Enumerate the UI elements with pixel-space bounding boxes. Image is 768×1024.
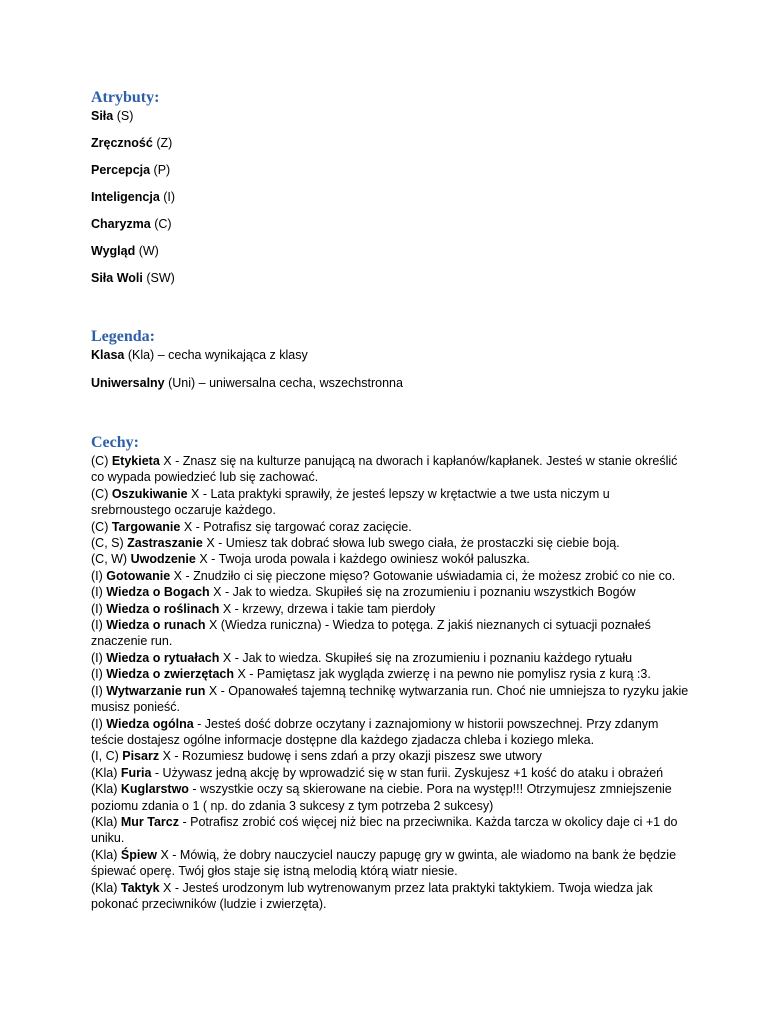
trait-desc: X - Znasz się na kulturze panującą na dworach i kapłanów/kapłanek. Jesteś w stanie określić co wypada powiedzieć lub się zachować.: [91, 454, 678, 485]
legend-name: Uniwersalny: [91, 376, 165, 390]
trait-item: [91, 535, 691, 551]
document-page: [91, 88, 691, 912]
trait-name: Furia: [120, 765, 152, 780]
trait-item: [91, 683, 691, 716]
trait-prefix: (I): [91, 650, 107, 665]
attribute-abbr: (S): [113, 109, 134, 123]
trait-desc: - Jesteś dość dobrze oczytany i zaznajomiony w historii powszechnej. Przy zdanym teście dostajesz ogólne informacje dostępne dla każdego zjadacza chleba i koziego mleka.: [91, 716, 659, 747]
trait-prefix: (Kla): [91, 814, 121, 829]
trait-item: [91, 847, 691, 880]
trait-name: Wiedza o rytuałach: [106, 650, 220, 665]
trait-prefix: (Kla): [91, 765, 121, 780]
trait-name: Oszukiwanie: [111, 486, 188, 501]
trait-item: [91, 650, 691, 666]
legend-heading: Legenda:: [91, 328, 155, 345]
traits-list: [91, 453, 691, 912]
trait-desc: X - Jak to wiedza. Skupiłeś się na zrozumieniu i poznaniu każdego rytuału: [219, 650, 633, 665]
trait-name: Wiedza ogólna: [106, 716, 194, 731]
trait-item: [91, 666, 691, 682]
attribute-abbr: (P): [150, 163, 171, 177]
attribute-abbr: (I): [159, 190, 176, 204]
attribute-item: [91, 189, 691, 205]
trait-desc: X - Jesteś urodzonym lub wytrenowanym przez lata praktyki taktykiem. Twoja wiedza jak pokonać przeciwników (ludzie i zwierzęta).: [91, 880, 653, 911]
trait-desc: X - Mówią, że dobry nauczyciel nauczy papugę gry w gwinta, ale wiadomo na bank że będzie śpiewać operę. Twój głos staje się istną melodią którą wiatr niesie.: [91, 847, 677, 879]
trait-prefix: (I, C): [91, 749, 123, 764]
trait-desc: - Używasz jedną akcję by wprowadzić się w stan furii. Zyskujesz +1 kość do ataku i obrażeń: [151, 765, 664, 780]
trait-desc: X - Umiesz tak dobrać słowa lub swego ciała, że prostaczki się ciebie boją.: [202, 536, 620, 551]
trait-item: [91, 814, 691, 847]
trait-item: [91, 617, 691, 650]
traits-heading: Cechy:: [91, 434, 139, 451]
trait-desc: X - Znudziło ci się pieczone mięso? Gotowanie uświadamia ci, że możesz zrobić co nie co.: [170, 568, 676, 583]
attribute-name: Siła: [91, 109, 114, 123]
trait-prefix: (I): [91, 618, 107, 633]
trait-name: Targowanie: [111, 519, 181, 534]
attribute-item: [91, 162, 691, 178]
trait-prefix: (I): [91, 716, 107, 731]
trait-desc: - Potrafisz zrobić coś więcej niż biec na przeciwnika. Każda tarcza w okolicy daje ci +1 do uniku.: [91, 814, 678, 846]
trait-name: Pisarz: [122, 749, 160, 764]
trait-item: [91, 486, 691, 519]
trait-item: [91, 601, 691, 617]
attribute-abbr: (W): [135, 244, 159, 258]
trait-prefix: (I): [91, 667, 107, 682]
attribute-name: Wygląd: [91, 244, 136, 258]
trait-prefix: (C): [91, 519, 112, 534]
trait-desc: X (Wiedza runiczna) - Wiedza to potęga. Z jakiś nieznanych ci sytuacji poznałeś znaczenie run.: [91, 618, 651, 649]
trait-prefix: (Kla): [91, 880, 121, 895]
trait-desc: X - Pamiętasz jak wygląda zwierzę i na pewno nie pomylisz rysia z kurą :3.: [233, 667, 651, 682]
trait-name: Wiedza o roślinach: [106, 601, 220, 616]
trait-item: [91, 880, 691, 913]
attribute-item: [91, 243, 691, 259]
trait-item: [91, 551, 691, 567]
trait-desc: X - Potrafisz się targować coraz zacięcie.: [180, 519, 412, 534]
trait-name: Taktyk: [120, 880, 160, 895]
trait-item: [91, 765, 691, 781]
legend-desc: (Uni) – uniwersalna cecha, wszechstronna: [164, 376, 403, 390]
legend-name: Klasa: [91, 348, 125, 362]
legend-item: [91, 375, 691, 391]
trait-name: Wiedza o runach: [106, 618, 206, 633]
attribute-name: Percepcja: [91, 163, 151, 177]
trait-desc: X - Lata praktyki sprawiły, że jesteś lepszy w krętactwie a twe usta niczym u srebrnoustego oczaruje każdego.: [91, 486, 610, 518]
attributes-heading: Atrybuty:: [91, 89, 160, 106]
trait-item: [91, 453, 691, 486]
trait-name: Uwodzenie: [130, 552, 196, 567]
trait-name: Kuglarstwo: [120, 782, 189, 797]
trait-prefix: (I): [91, 568, 107, 583]
trait-name: Wiedza o zwierzętach: [106, 667, 234, 682]
trait-prefix: (C): [91, 486, 112, 501]
trait-prefix: (Kla): [91, 782, 121, 797]
attribute-name: Siła Woli: [91, 271, 143, 285]
legend-desc: (Kla) – cecha wynikająca z klasy: [124, 348, 308, 362]
attributes-list: [91, 108, 691, 286]
attribute-item: [91, 135, 691, 151]
attribute-abbr: (SW): [142, 271, 175, 285]
trait-item: [91, 568, 691, 584]
trait-item: [91, 748, 691, 764]
trait-desc: - wszystkie oczy są skierowane na ciebie. Pora na występ!!! Otrzymujesz zmniejszenie poziomu zdania o 1 ( np. do zdania 3 sukcesy z tym potrzeba 2 sukcesy): [91, 782, 672, 813]
trait-desc: X - Opanowałeś tajemną technikę wytwarzania run. Choć nie umniejsza to ryzyku jakie musisz ponieść.: [91, 683, 689, 715]
trait-desc: X - Rozumiesz budowę i sens zdań a przy okazji piszesz swe utwory: [159, 749, 542, 764]
trait-desc: X - krzewy, drzewa i takie tam pierdoły: [219, 601, 436, 616]
attribute-abbr: (Z): [152, 136, 173, 150]
attribute-item: [91, 108, 691, 124]
trait-prefix: (C): [91, 454, 112, 468]
trait-name: Wiedza o Bogach: [106, 585, 210, 600]
attribute-item: [91, 216, 691, 232]
trait-item: [91, 584, 691, 600]
trait-prefix: (Kla): [91, 847, 121, 862]
trait-item: [91, 519, 691, 535]
trait-name: Zastraszanie: [127, 536, 203, 551]
trait-name: Gotowanie: [106, 568, 171, 583]
trait-prefix: (I): [91, 601, 107, 616]
trait-desc: X - Twoja uroda powala i każdego owiniesz wokół paluszka.: [195, 552, 530, 567]
attribute-name: Charyzma: [91, 217, 151, 231]
trait-desc: X - Jak to wiedza. Skupiłeś się na zrozumieniu i poznaniu wszystkich Bogów: [209, 585, 636, 600]
trait-prefix: (I): [91, 683, 107, 698]
attribute-name: Inteligencja: [91, 190, 160, 204]
trait-prefix: (C, S): [91, 536, 128, 551]
attribute-abbr: (C): [150, 217, 172, 231]
trait-item: [91, 716, 691, 749]
legend-list: [91, 347, 691, 391]
trait-name: Śpiew: [120, 847, 157, 862]
trait-name: Mur Tarcz: [120, 814, 179, 829]
attribute-name: Zręczność: [91, 136, 153, 150]
trait-prefix: (C, W): [91, 552, 131, 567]
trait-item: [91, 781, 691, 814]
attribute-item: [91, 270, 691, 286]
legend-item: [91, 347, 691, 363]
trait-name: Etykieta: [111, 454, 160, 468]
trait-prefix: (I): [91, 585, 107, 600]
trait-name: Wytwarzanie run: [106, 683, 206, 698]
